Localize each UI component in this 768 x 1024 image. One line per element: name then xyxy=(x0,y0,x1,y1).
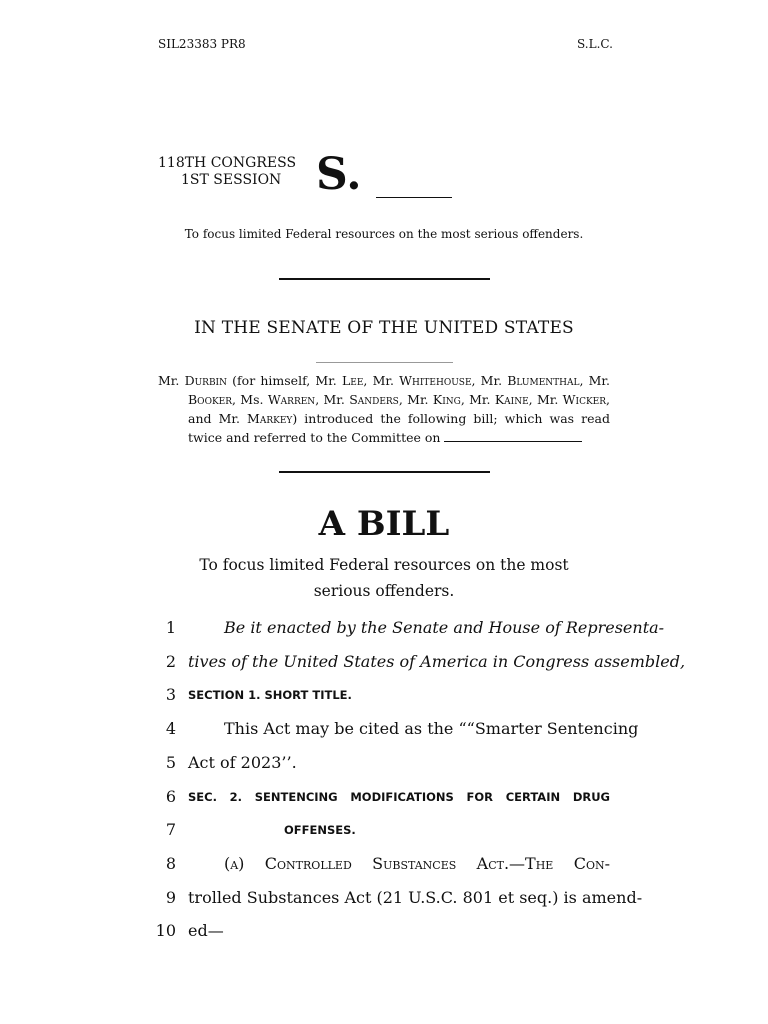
office-code: S.L.C. xyxy=(577,37,613,51)
senate-heading: IN THE SENATE OF THE UNITED STATES xyxy=(194,318,574,338)
line-number: 10 xyxy=(155,921,176,940)
committee-blank xyxy=(444,431,582,442)
divider-rule xyxy=(279,471,490,473)
body-text-line: This Act may be cited as the ““Smarter Sentencing xyxy=(224,719,639,738)
congress-label: 118TH CONGRESS xyxy=(158,155,297,171)
document-id: SIL23383 PR8 xyxy=(158,37,246,51)
bill-prefix: S. xyxy=(316,149,362,200)
line-number: 7 xyxy=(165,820,176,839)
cosponsor-name: Sanders xyxy=(349,392,399,407)
body-text-line: ed— xyxy=(188,921,224,940)
congress-session-block xyxy=(158,155,296,189)
cosponsor-name: Warren xyxy=(267,392,316,407)
section-heading: SEC. 2. SENTENCING MODIFICATIONS FOR CERTAIN DRUG xyxy=(188,790,610,804)
divider-rule xyxy=(279,278,490,280)
line-number: 9 xyxy=(165,888,176,907)
line-number: 5 xyxy=(165,753,176,772)
sponsor-name: Durbin xyxy=(184,373,227,388)
sponsors-paragraph: Mr. Durbin (for himself, Mr. Lee, Mr. Whitehouse, Mr. Blumenthal, Mr. Booker, Ms. Warren, Mr. Sanders, Mr. King, Mr. Kaine, Mr. Wicker, and Mr. Markey) introduced the following bill; which was read twice and referred to the Committee on xyxy=(158,373,611,445)
body-text-line: trolled Substances Act (21 U.S.C. 801 et seq.) is amend- xyxy=(188,888,643,907)
line-number: 3 xyxy=(165,685,176,704)
cosponsor-name: Lee xyxy=(341,373,364,388)
cosponsor-name: Markey xyxy=(247,411,293,426)
section-heading: OFFENSES. xyxy=(284,823,356,837)
purpose-short: To focus limited Federal resources on the most serious offenders. xyxy=(184,227,584,241)
line-number: 6 xyxy=(165,787,176,806)
line-number: 1 xyxy=(165,618,176,637)
cosponsor-name: Wicker xyxy=(562,392,607,407)
cosponsor-name: Kaine xyxy=(494,392,529,407)
cosponsor-name: Blumenthal xyxy=(507,373,580,388)
line-number: 8 xyxy=(165,854,176,873)
line-number: 4 xyxy=(165,719,176,738)
enacting-clause-line: Be it enacted by the Senate and House of Representa- xyxy=(224,618,665,637)
enacting-clause-line: tives of the United States of America in Congress assembled, xyxy=(188,652,686,671)
bill-number-blank xyxy=(376,197,452,198)
cosponsor-name: Booker xyxy=(188,392,233,407)
line-number: 2 xyxy=(165,652,176,671)
thin-divider xyxy=(316,362,453,363)
body-text-line: (a) Controlled Substances Act.—The Con- xyxy=(224,854,610,873)
cosponsor-name: Whitehouse xyxy=(399,373,472,388)
body-text-line: Act of 2023’’. xyxy=(188,753,297,772)
section-heading: SECTION 1. SHORT TITLE. xyxy=(188,688,352,702)
purpose-long: To focus limited Federal resources on the most serious offenders. xyxy=(199,556,569,600)
session-label: 1ST SESSION xyxy=(181,172,282,188)
cosponsor-name: King xyxy=(432,392,461,407)
bill-title: A BILL xyxy=(318,504,450,544)
